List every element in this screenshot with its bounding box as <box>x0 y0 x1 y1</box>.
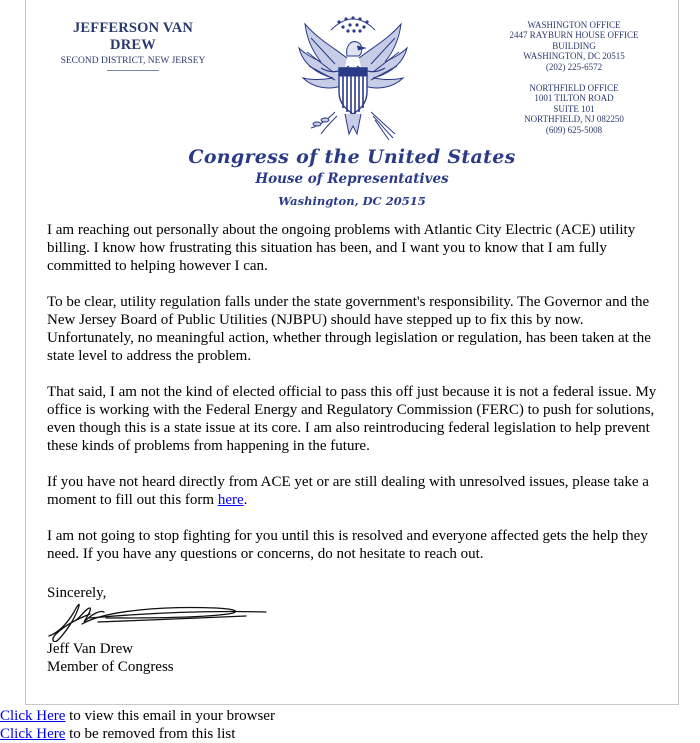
congress-title: Congress of the United States <box>188 146 516 168</box>
northfield-office-phone: (609) 625-5008 <box>545 124 603 135</box>
unsubscribe-link[interactable]: Click Here <box>0 726 66 742</box>
northfield-office-line: SUITE 101 <box>553 103 595 114</box>
city-line: Washington, DC 20515 <box>278 194 426 208</box>
view-in-browser-link[interactable]: Click Here <box>0 708 66 724</box>
view-in-browser-line <box>0 707 275 725</box>
representative-district: SECOND DISTRICT, NEW JERSEY <box>60 56 206 66</box>
paragraph-1: I am reaching out personally about the ongoing problems with Atlantic City Electric (ACE) utility billing. I know how frustrating this situation has been, and I want you to know that I am fully committed to helping however I can. <box>47 222 636 274</box>
representative-name: JEFFERSON VAN DREW <box>72 20 194 53</box>
paragraph-4-end: . <box>243 492 248 508</box>
closing-signature-block <box>47 640 174 676</box>
northfield-office-line: 1001 TILTON ROAD <box>534 93 614 104</box>
paragraph-4 <box>47 473 659 509</box>
representative-header <box>53 20 213 71</box>
northfield-office-line: NORTHFIELD, NJ 082250 <box>524 114 624 125</box>
washington-office-line: WASHINGTON OFFICE <box>527 20 621 30</box>
signer-name: Jeff Van Drew <box>47 641 134 657</box>
signer-title: Member of Congress <box>47 659 174 675</box>
washington-office-phone: (202) 225-6572 <box>545 61 603 72</box>
house-title: House of Representatives <box>255 171 449 187</box>
header-divider <box>107 70 159 71</box>
washington-office-line: BUILDING <box>552 40 596 51</box>
northfield-office-line: NORTHFIELD OFFICE <box>529 83 619 94</box>
paragraph-2: To be clear, utility regulation falls under the state government's responsibility. The Governor and the New Jersey Board of Public Utilities (NJBPU) should have stepped up to fix this by now. Unfortunately, no meaningful action, whether through legislation or regulation, has been taken at the state level to address the problem. <box>47 294 651 364</box>
email-footer <box>0 707 275 743</box>
unsubscribe-text: to be removed from this list <box>65 726 236 742</box>
great-seal-eagle-icon <box>291 8 415 146</box>
paragraph-3: That said, I am not the kind of elected official to pass this off just because it is not a federal issue. My office is working with the Federal Energy and Regulatory Commission (FERC) to push for solutions, even though this is a state issue at its core. I am also reintroducing federal legislation to help prevent these kinds of problems from happening in the future. <box>47 384 657 454</box>
handwritten-signature <box>46 600 276 642</box>
washington-office-line: WASHINGTON, DC 20515 <box>523 51 625 62</box>
paragraph-5: I am not going to stop fighting for you until this is resolved and everyone affected gets the help they need. If you have any questions or concerns, do not hesitate to reach out. <box>47 528 648 562</box>
office-addresses <box>488 20 660 135</box>
letter-body <box>47 221 659 581</box>
view-in-browser-text: to view this email in your browser <box>65 708 275 724</box>
washington-office-line: 2447 RAYBURN HOUSE OFFICE <box>509 30 639 41</box>
paragraph-4-text: If you have not heard directly from ACE yet or are still dealing with unresolved issues, please take a moment to fill out this form <box>47 474 649 508</box>
closing-salutation: Sincerely, <box>47 585 107 601</box>
form-here-link[interactable]: here <box>217 492 244 508</box>
letter-container <box>25 0 679 705</box>
unsubscribe-line <box>0 725 275 743</box>
